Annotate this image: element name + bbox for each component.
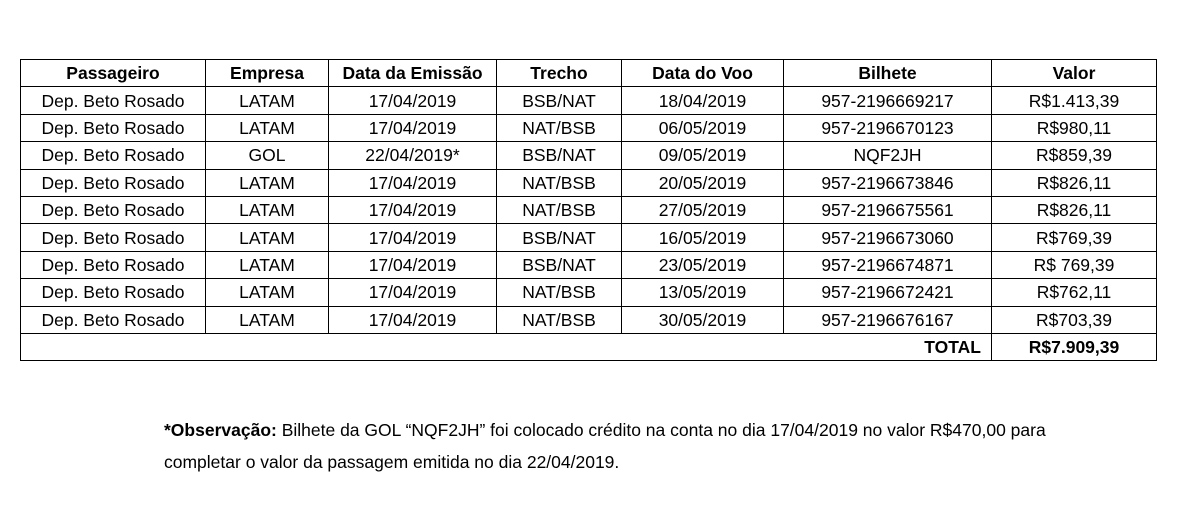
cell-trecho: NAT/BSB [497,196,622,223]
cell-valor: R$859,39 [992,142,1157,169]
cell-data-voo: 30/05/2019 [622,306,784,333]
header-cell-empresa: Empresa [206,60,329,87]
table-row [21,142,1157,169]
cell-data-voo: 27/05/2019 [622,196,784,223]
cell-valor: R$826,11 [992,196,1157,223]
cell-data-emissao: 17/04/2019 [329,196,497,223]
observation-note [164,414,1064,478]
table-row [21,196,1157,223]
cell-bilhete: 957-2196675561 [784,196,992,223]
cell-trecho: BSB/NAT [497,142,622,169]
header-cell-data-voo: Data do Voo [622,60,784,87]
cell-bilhete: 957-2196673060 [784,224,992,251]
cell-data-emissao: 22/04/2019* [329,142,497,169]
cell-valor: R$1.413,39 [992,87,1157,114]
table-body [21,87,1157,361]
cell-empresa: LATAM [206,279,329,306]
cell-passageiro: Dep. Beto Rosado [21,142,206,169]
cell-empresa: LATAM [206,251,329,278]
table-row [21,306,1157,333]
cell-data-emissao: 17/04/2019 [329,87,497,114]
total-label: TOTAL [21,333,992,360]
cell-bilhete: 957-2196670123 [784,114,992,141]
cell-empresa: LATAM [206,306,329,333]
table-row [21,87,1157,114]
table-row [21,279,1157,306]
cell-trecho: NAT/BSB [497,169,622,196]
cell-trecho: BSB/NAT [497,251,622,278]
cell-empresa: LATAM [206,169,329,196]
cell-valor: R$826,11 [992,169,1157,196]
cell-passageiro: Dep. Beto Rosado [21,306,206,333]
cell-empresa: LATAM [206,114,329,141]
cell-passageiro: Dep. Beto Rosado [21,279,206,306]
cell-valor: R$980,11 [992,114,1157,141]
table-row [21,114,1157,141]
cell-empresa: LATAM [206,87,329,114]
cell-data-voo: 23/05/2019 [622,251,784,278]
table-header [21,60,1157,87]
table-row [21,224,1157,251]
header-row [21,60,1157,87]
cell-trecho: BSB/NAT [497,87,622,114]
cell-trecho: NAT/BSB [497,279,622,306]
cell-bilhete: 957-2196673846 [784,169,992,196]
cell-valor: R$762,11 [992,279,1157,306]
cell-data-emissao: 17/04/2019 [329,169,497,196]
cell-passageiro: Dep. Beto Rosado [21,87,206,114]
cell-bilhete: 957-2196674871 [784,251,992,278]
cell-data-voo: 20/05/2019 [622,169,784,196]
table-row [21,169,1157,196]
cell-data-voo: 16/05/2019 [622,224,784,251]
cell-empresa: GOL [206,142,329,169]
cell-data-voo: 13/05/2019 [622,279,784,306]
cell-bilhete: 957-2196672421 [784,279,992,306]
table-row [21,251,1157,278]
cell-bilhete: 957-2196676167 [784,306,992,333]
cell-trecho: NAT/BSB [497,306,622,333]
cell-data-emissao: 17/04/2019 [329,224,497,251]
cell-valor: R$ 769,39 [992,251,1157,278]
cell-passageiro: Dep. Beto Rosado [21,224,206,251]
header-cell-passageiro: Passageiro [21,60,206,87]
header-cell-data-emissao: Data da Emissão [329,60,497,87]
cell-data-voo: 09/05/2019 [622,142,784,169]
cell-data-emissao: 17/04/2019 [329,251,497,278]
cell-data-voo: 06/05/2019 [622,114,784,141]
cell-data-emissao: 17/04/2019 [329,306,497,333]
header-cell-trecho: Trecho [497,60,622,87]
cell-data-emissao: 17/04/2019 [329,279,497,306]
cell-empresa: LATAM [206,196,329,223]
cell-valor: R$769,39 [992,224,1157,251]
observation-text: Bilhete da GOL “NQF2JH” foi colocado crédito na conta no dia 17/04/2019 no valor R$470,00 para completar o valor da passagem emitida no dia 22/04/2019. [164,420,1046,472]
cell-bilhete: NQF2JH [784,142,992,169]
cell-data-emissao: 17/04/2019 [329,114,497,141]
cell-passageiro: Dep. Beto Rosado [21,251,206,278]
cell-passageiro: Dep. Beto Rosado [21,114,206,141]
total-value: R$7.909,39 [992,333,1157,360]
cell-empresa: LATAM [206,224,329,251]
total-row [21,333,1157,360]
cell-passageiro: Dep. Beto Rosado [21,169,206,196]
observation-label: *Observação: [164,420,277,440]
cell-trecho: NAT/BSB [497,114,622,141]
header-cell-valor: Valor [992,60,1157,87]
cell-passageiro: Dep. Beto Rosado [21,196,206,223]
cell-trecho: BSB/NAT [497,224,622,251]
cell-valor: R$703,39 [992,306,1157,333]
tickets-table [20,59,1157,361]
cell-bilhete: 957-2196669217 [784,87,992,114]
cell-data-voo: 18/04/2019 [622,87,784,114]
header-cell-bilhete: Bilhete [784,60,992,87]
